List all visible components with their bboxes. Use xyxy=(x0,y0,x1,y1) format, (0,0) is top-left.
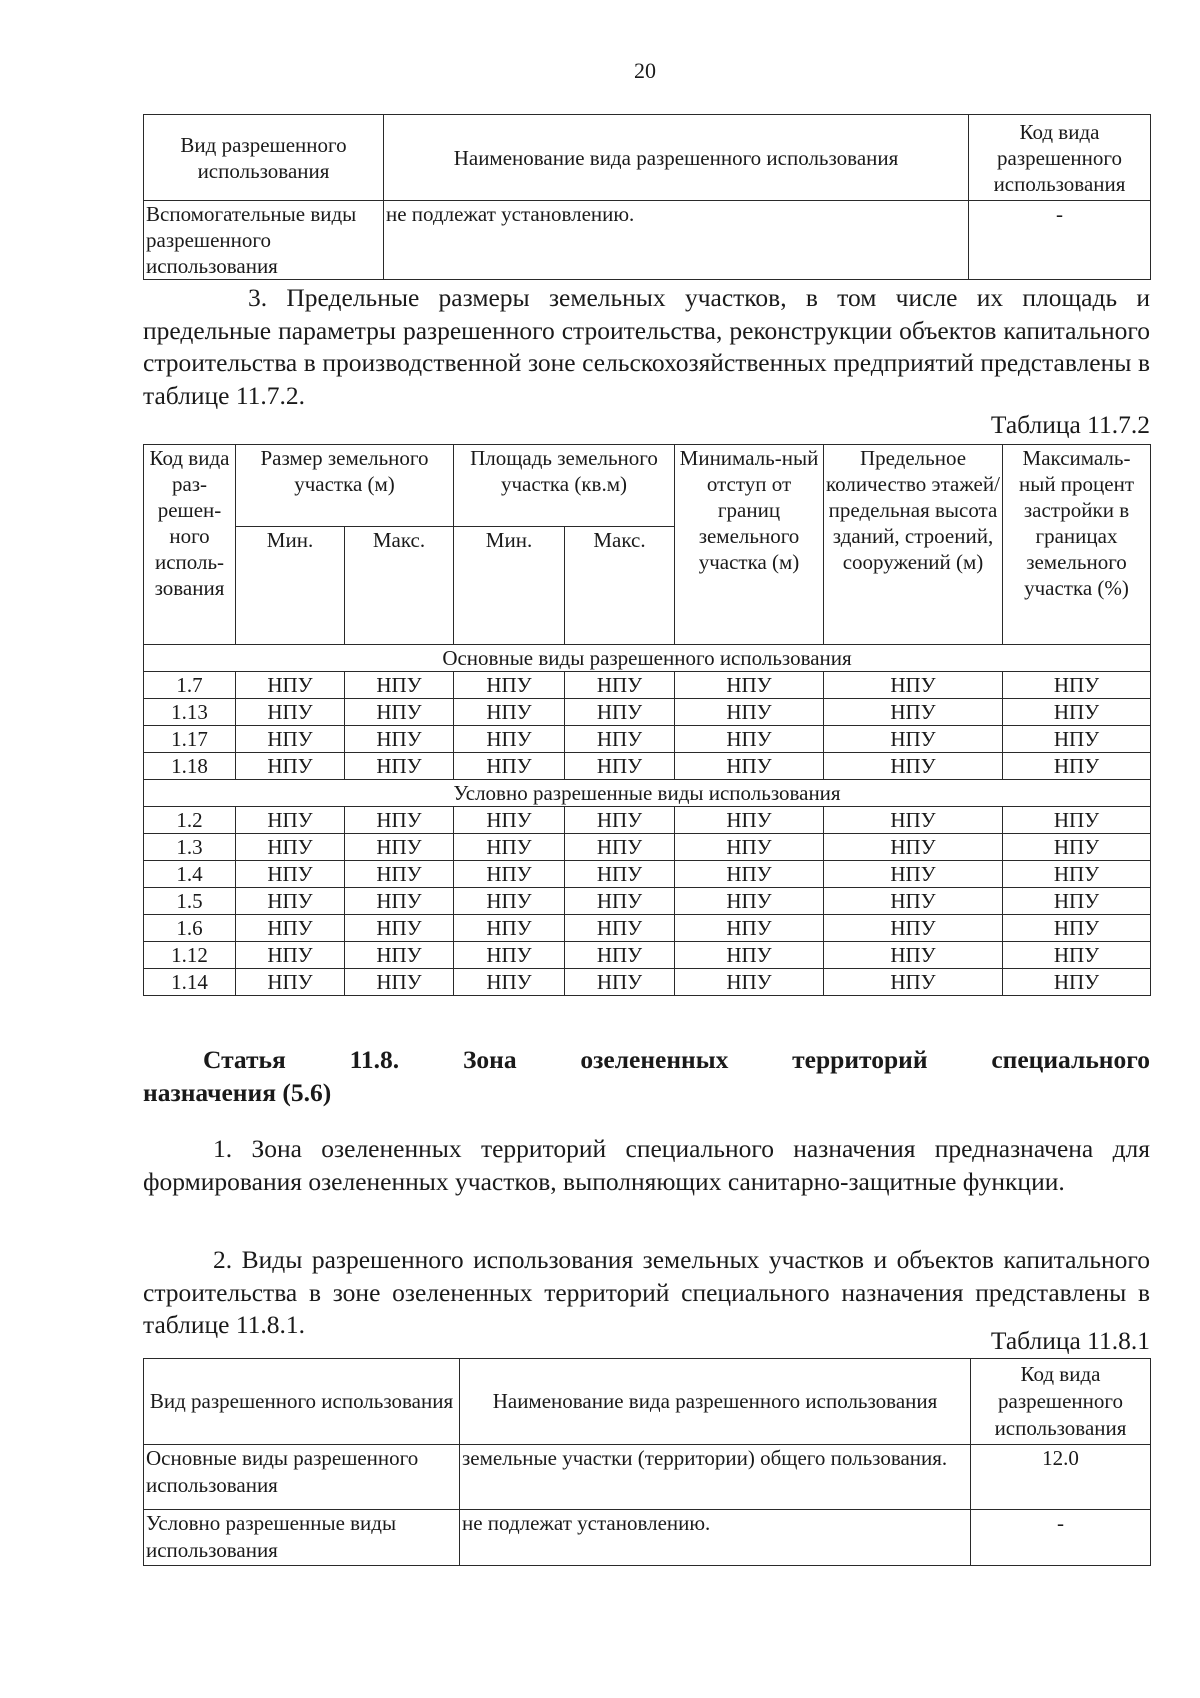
header-use-kind: Вид разрешенного использования xyxy=(144,1359,460,1445)
cell-value: НПУ xyxy=(236,699,345,726)
table-header-row xyxy=(144,1359,1151,1445)
cell-code: 1.7 xyxy=(144,672,236,699)
cell-use-code: - xyxy=(969,201,1151,280)
heading-word: озелененных xyxy=(580,1045,729,1074)
header-use-name: Наименование вида разрешенного использования xyxy=(460,1359,971,1445)
cell-value: НПУ xyxy=(236,888,345,915)
cell-value: НПУ xyxy=(236,807,345,834)
cell-value: НПУ xyxy=(565,969,675,996)
cell-value: НПУ xyxy=(565,915,675,942)
header-use-code: Код вида разрешенного использования xyxy=(969,115,1151,201)
header-use-kind: Вид разрешенного использования xyxy=(144,115,384,201)
cell-code: 1.2 xyxy=(144,807,236,834)
cell-use-name: не подлежат установлению. xyxy=(460,1510,971,1566)
section-row xyxy=(144,645,1151,672)
cell-value: НПУ xyxy=(345,807,454,834)
cell-value: НПУ xyxy=(236,915,345,942)
cell-code: 1.17 xyxy=(144,726,236,753)
page-number: 20 xyxy=(634,58,656,83)
cell-value: НПУ xyxy=(565,699,675,726)
cell-value: НПУ xyxy=(565,861,675,888)
cell-value: НПУ xyxy=(824,699,1003,726)
cell-code: 1.3 xyxy=(144,834,236,861)
cell-code: 1.12 xyxy=(144,942,236,969)
cell-value: НПУ xyxy=(454,807,565,834)
cell-use-kind: Вспомогательные виды разрешенного использования xyxy=(144,201,384,280)
heading-word: территорий xyxy=(792,1045,928,1074)
cell-value: НПУ xyxy=(824,753,1003,780)
cell-code: 1.4 xyxy=(144,861,236,888)
section-conditional-uses: Условно разрешенные виды использования xyxy=(144,780,1151,807)
table-permitted-use-aux xyxy=(143,114,1151,280)
cell-value: НПУ xyxy=(236,861,345,888)
cell-value: НПУ xyxy=(824,942,1003,969)
cell-value: НПУ xyxy=(1003,807,1151,834)
cell-value: НПУ xyxy=(454,942,565,969)
table-row xyxy=(144,807,1151,834)
table-row xyxy=(144,201,1151,280)
cell-value: НПУ xyxy=(454,753,565,780)
header-use-name: Наименование вида разрешенного использования xyxy=(384,115,969,201)
cell-value: НПУ xyxy=(824,834,1003,861)
cell-value: НПУ xyxy=(345,915,454,942)
cell-value: НПУ xyxy=(824,726,1003,753)
cell-value: НПУ xyxy=(824,915,1003,942)
cell-use-kind: Основные виды разрешенного использования xyxy=(144,1445,460,1510)
cell-value: НПУ xyxy=(454,861,565,888)
cell-value: НПУ xyxy=(1003,969,1151,996)
cell-value: НПУ xyxy=(565,807,675,834)
table-11-7-2 xyxy=(143,444,1151,996)
heading-word: специального xyxy=(991,1045,1150,1074)
cell-value: НПУ xyxy=(824,861,1003,888)
cell-value: НПУ xyxy=(675,915,824,942)
cell-use-code: 12.0 xyxy=(971,1445,1151,1510)
table-row xyxy=(144,915,1151,942)
cell-value: НПУ xyxy=(236,726,345,753)
cell-value: НПУ xyxy=(675,834,824,861)
header-max-percent: Максималь-ный процент застройки в границах земельного участка (%) xyxy=(1003,445,1151,645)
table-row xyxy=(144,888,1151,915)
section-main-uses: Основные виды разрешенного использования xyxy=(144,645,1151,672)
cell-value: НПУ xyxy=(454,672,565,699)
cell-value: НПУ xyxy=(454,915,565,942)
cell-value: НПУ xyxy=(454,726,565,753)
cell-value: НПУ xyxy=(1003,699,1151,726)
cell-value: НПУ xyxy=(345,699,454,726)
cell-value: НПУ xyxy=(345,672,454,699)
cell-value: НПУ xyxy=(565,942,675,969)
cell-value: НПУ xyxy=(345,726,454,753)
cell-value: НПУ xyxy=(454,699,565,726)
table-row xyxy=(144,753,1151,780)
cell-value: НПУ xyxy=(565,753,675,780)
cell-use-code: - xyxy=(971,1510,1151,1566)
heading-line-2: назначения (5.6) xyxy=(143,1077,332,1107)
cell-value: НПУ xyxy=(1003,888,1151,915)
table-row xyxy=(144,1510,1151,1566)
cell-value: НПУ xyxy=(1003,726,1151,753)
article-heading xyxy=(143,1044,1150,1109)
table-row xyxy=(144,861,1151,888)
section-row xyxy=(144,780,1151,807)
heading-word: Зона xyxy=(462,1045,517,1074)
cell-value: НПУ xyxy=(236,942,345,969)
header-plot-area: Площадь земельного участка (кв.м) xyxy=(454,445,675,527)
header-area-min: Мин. xyxy=(454,527,565,645)
cell-value: НПУ xyxy=(675,807,824,834)
table-caption-11-8-1: Таблица 11.8.1 xyxy=(990,1326,1150,1355)
cell-value: НПУ xyxy=(675,753,824,780)
cell-value: НПУ xyxy=(345,753,454,780)
table-row xyxy=(144,834,1151,861)
cell-use-kind: Условно разрешенные виды использования xyxy=(144,1510,460,1566)
cell-code: 1.13 xyxy=(144,699,236,726)
header-use-code: Код вида разрешенного использования xyxy=(971,1359,1151,1445)
cell-value: НПУ xyxy=(1003,834,1151,861)
cell-value: НПУ xyxy=(675,672,824,699)
paragraph-3: 3. Предельные размеры земельных участков, в том числе их площадь и предельные параметры разрешенного строительства, реконструкции объектов капитального строительства в производственной зоне сельскохозяйственных предприятий представлены в таблице 11.7.2. xyxy=(143,283,1150,410)
header-floors: Предельное количество этажей/ предельная высота зданий, строений, сооружений (м) xyxy=(824,445,1003,645)
header-plot-size: Размер земельного участка (м) xyxy=(236,445,454,527)
cell-value: НПУ xyxy=(565,726,675,753)
cell-value: НПУ xyxy=(675,888,824,915)
cell-value: НПУ xyxy=(345,861,454,888)
cell-value: НПУ xyxy=(675,969,824,996)
header-size-min: Мин. xyxy=(236,527,345,645)
table-header-row xyxy=(144,445,1151,527)
heading-word: Статья xyxy=(203,1045,286,1074)
cell-use-name: земельные участки (территории) общего пользования. xyxy=(460,1445,971,1510)
table-row xyxy=(144,1445,1151,1510)
header-code: Код вида раз-решен-ного исполь-зования xyxy=(144,445,236,645)
table-header-row xyxy=(144,115,1151,201)
table-11-8-1 xyxy=(143,1358,1151,1566)
cell-value: НПУ xyxy=(1003,915,1151,942)
cell-value: НПУ xyxy=(454,888,565,915)
cell-value: НПУ xyxy=(236,834,345,861)
cell-value: НПУ xyxy=(1003,753,1151,780)
cell-value: НПУ xyxy=(1003,942,1151,969)
paragraph-1: 1. Зона озелененных территорий специального назначения предназначена для формирования озелененных участков, выполняющих санитарно-защитные функции. xyxy=(143,1134,1150,1196)
cell-value: НПУ xyxy=(1003,861,1151,888)
cell-value: НПУ xyxy=(824,969,1003,996)
cell-value: НПУ xyxy=(824,807,1003,834)
cell-code: 1.6 xyxy=(144,915,236,942)
cell-value: НПУ xyxy=(345,888,454,915)
cell-value: НПУ xyxy=(675,942,824,969)
heading-word: 11.8. xyxy=(349,1045,400,1074)
paragraph-2: 2. Виды разрешенного использования земельных участков и объектов капитального строительства в зоне озелененных территорий специального назначения представлены в таблице 11.8.1. xyxy=(143,1245,1150,1339)
cell-code: 1.14 xyxy=(144,969,236,996)
cell-value: НПУ xyxy=(345,834,454,861)
cell-value: НПУ xyxy=(675,726,824,753)
header-area-max: Макс. xyxy=(565,527,675,645)
cell-value: НПУ xyxy=(675,861,824,888)
cell-value: НПУ xyxy=(236,672,345,699)
header-min-indent: Минималь-ный отступ от границ земельного участка (м) xyxy=(675,445,824,645)
cell-value: НПУ xyxy=(1003,672,1151,699)
cell-value: НПУ xyxy=(345,942,454,969)
cell-value: НПУ xyxy=(345,969,454,996)
cell-value: НПУ xyxy=(824,672,1003,699)
cell-value: НПУ xyxy=(824,888,1003,915)
cell-use-name: не подлежат установлению. xyxy=(384,201,969,280)
cell-value: НПУ xyxy=(565,672,675,699)
cell-value: НПУ xyxy=(454,834,565,861)
table-caption-11-7-2: Таблица 11.7.2 xyxy=(990,410,1150,439)
cell-value: НПУ xyxy=(454,969,565,996)
cell-value: НПУ xyxy=(565,888,675,915)
cell-code: 1.5 xyxy=(144,888,236,915)
cell-code: 1.18 xyxy=(144,753,236,780)
table-row xyxy=(144,699,1151,726)
header-size-max: Макс. xyxy=(345,527,454,645)
table-row xyxy=(144,672,1151,699)
cell-value: НПУ xyxy=(236,969,345,996)
table-row xyxy=(144,942,1151,969)
table-row xyxy=(144,726,1151,753)
table-row xyxy=(144,969,1151,996)
cell-value: НПУ xyxy=(675,699,824,726)
cell-value: НПУ xyxy=(236,753,345,780)
cell-value: НПУ xyxy=(565,834,675,861)
